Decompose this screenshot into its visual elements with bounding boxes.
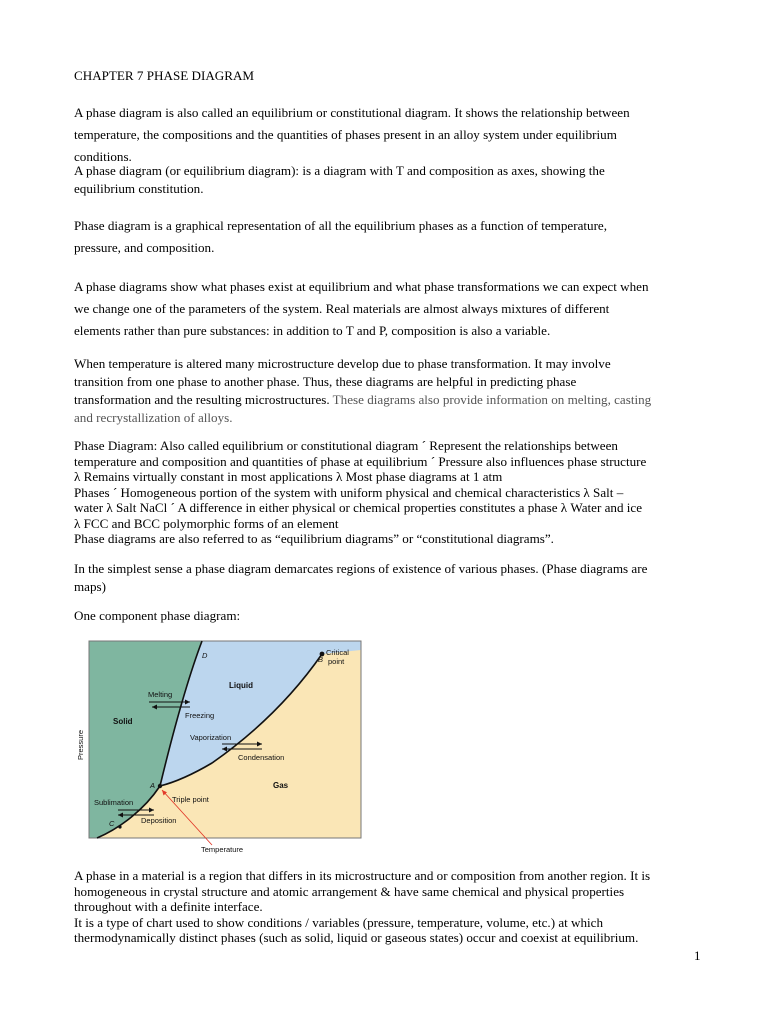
paragraph-maps: In the simplest sense a phase diagram demarcates regions of existence of various phases. (Phase diagrams are maps): [74, 561, 648, 594]
solid-label: Solid: [113, 717, 133, 726]
point-c-marker: [118, 825, 121, 828]
sublimation-label: Sublimation: [94, 798, 134, 807]
deposition-label: Deposition: [141, 816, 177, 825]
paragraph-phase-diagram-notes: Phase Diagram: Also called equilibrium or constitutional diagram ´ Represent the relationships between temperature and composition and quantities of phase at equilibrium ´ Pressure also influences phase structure λ Remains virtually constant in most applications λ Most phase diagrams at 1 atm Phases ´ Homogeneous portion of the system with uniform physical and chemical characteristics λ Salt – water λ Salt NaCl ´ A difference in either physical or chemical properties constitutes a phase λ Water and ice λ FCC and BCC polymorphic forms of an element Phase diagrams are also referred to as “equilibrium diagrams” or “constitutional diagrams”.: [74, 438, 647, 546]
point-c-label: C: [109, 819, 115, 828]
gas-label: Gas: [273, 781, 289, 790]
triple-point-marker: [158, 784, 162, 788]
vaporization-label: Vaporization: [190, 733, 232, 742]
point-d-label: D: [202, 651, 208, 660]
paragraph-equilibrium-diagram: A phase diagram (or equilibrium diagram): is a diagram with T and composition as axes, showing the equilibrium constitution.: [74, 163, 605, 196]
figure-caption: One component phase diagram:: [74, 608, 241, 623]
chapter-title: CHAPTER 7 PHASE DIAGRAM: [74, 68, 255, 83]
paragraph-graphical-representation: Phase diagram is a graphical representation of all the equilibrium phases as a function of temperature, pressure, and composition.: [74, 218, 608, 255]
paragraph-definition: A phase diagram is also called an equilibrium or constitutional diagram. It shows the relationship between temperature, the compositions and the quantities of phases present in an alloy system under equilibrium conditions.: [74, 105, 630, 164]
critical-point-label-line1: Critical: [326, 648, 349, 657]
paragraph-phases-at-equilibrium: A phase diagrams show what phases exist at equilibrium and what phase transformations we can expect when we change one of the parameters of the system. Real materials are almost always mixtures of different elements rather than pure substances: in addition to T and P, composition is also a variable.: [74, 279, 649, 338]
phase-diagram-figure: [72, 638, 372, 858]
point-a-label: A: [150, 781, 156, 790]
temperature-axis-label: Temperature: [201, 845, 244, 854]
melting-label: Melting: [148, 690, 173, 699]
paragraph-phase-definition: A phase in a material is a region that differs in its microstructure and or composition from another region. It is homogeneous in crystal structure and atomic arrangement & have same chemical and physical properties throughout with a definite interface. It is a type of chart used to show conditions / variables (pressure, temperature, volume, etc.) at which thermodynamically distinct phases (such as solid, liquid or gaseous states) occur and coexist at equilibrium.: [74, 868, 651, 945]
freezing-label: Freezing: [185, 711, 215, 720]
paragraph-microstructure: When temperature is altered many microstructure develop due to phase transformation. It may involve transition from one phase to another phase. Thus, these diagrams are helpful in predicting phase transformation and the resulting microstructures. These diagrams also provide information on melting, casting and recrystallization of alloys.: [74, 356, 652, 425]
critical-point-label-line2: point: [328, 657, 345, 666]
page-number: 1: [694, 948, 701, 963]
condensation-label: Condensation: [238, 753, 285, 762]
pressure-axis-label: Pressure: [76, 729, 85, 760]
point-b-label: B: [318, 655, 324, 664]
triple-point-label: Triple point: [172, 795, 209, 804]
liquid-label: Liquid: [229, 681, 253, 690]
